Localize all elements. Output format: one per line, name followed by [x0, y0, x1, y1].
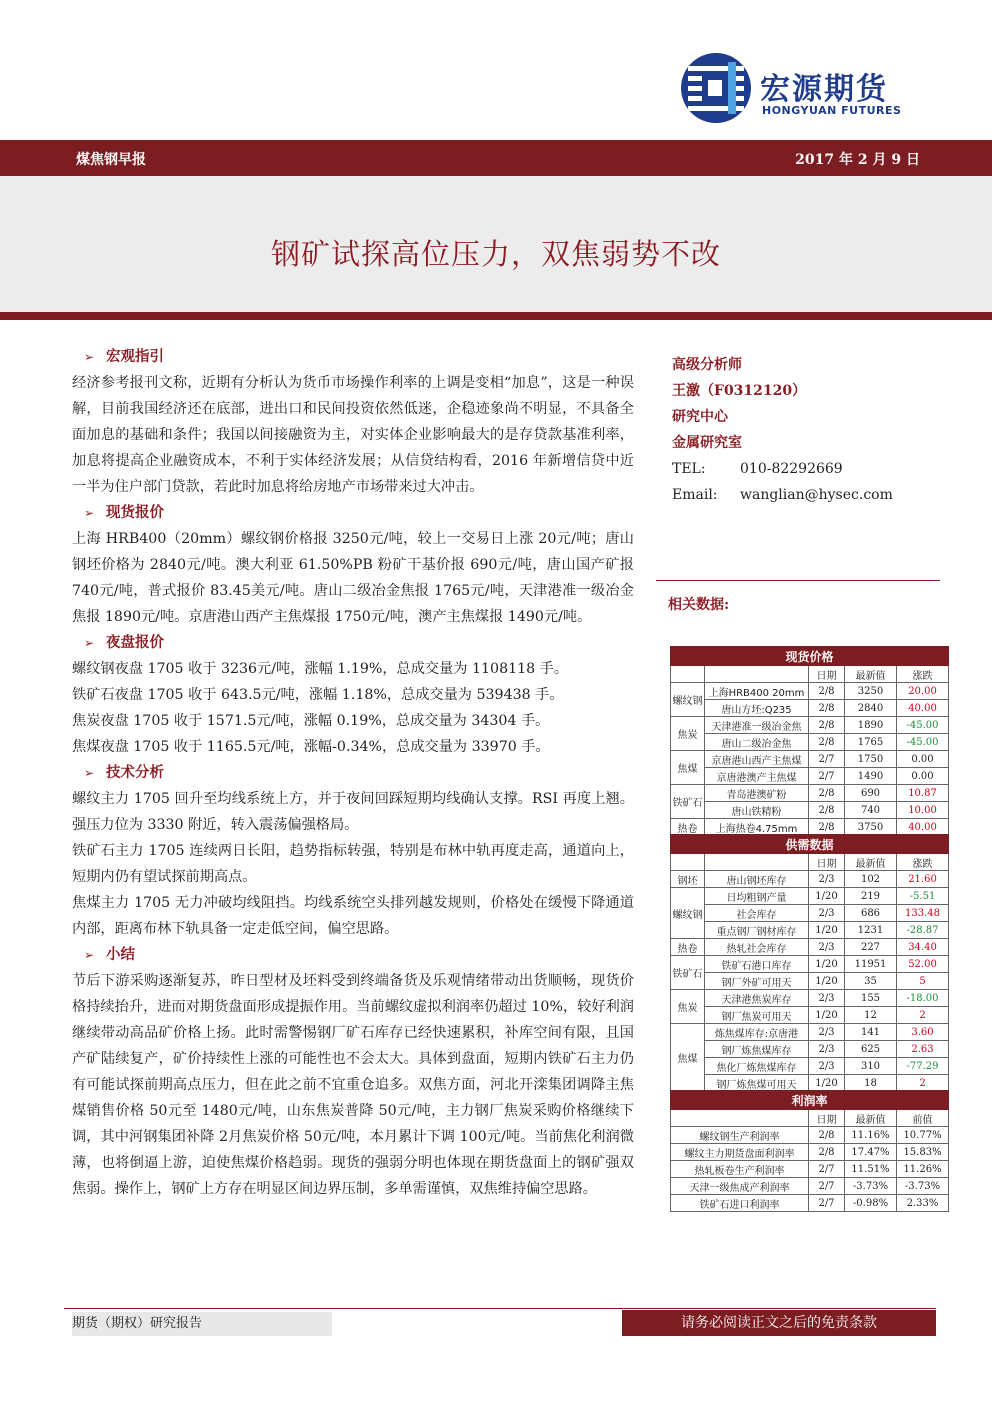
category-cell: 铁矿石	[671, 956, 705, 990]
header-cell: 最新值	[845, 666, 897, 683]
arrow-icon: ➢	[83, 948, 95, 962]
date-cell: 1/20	[809, 888, 845, 905]
header-cell: 日期	[809, 666, 845, 683]
change-cell: 5	[897, 973, 949, 990]
change-cell: 0.00	[897, 768, 949, 785]
date-cell: 2/3	[809, 1041, 845, 1058]
date-cell: 2/8	[809, 1144, 845, 1161]
arrow-icon: ➢	[83, 350, 95, 364]
spot-price-table	[670, 646, 949, 836]
arrow-icon: ➢	[83, 766, 95, 780]
date-cell: 2/7	[809, 768, 845, 785]
table-row	[671, 819, 949, 836]
change-cell: 40.00	[897, 819, 949, 836]
change-cell: -77.29	[897, 1058, 949, 1075]
header-cell: 最新值	[845, 854, 897, 871]
table-row	[671, 871, 949, 888]
item-cell: 上海HRB400 20mm	[705, 683, 809, 700]
brand-name-cn: 宏源期货	[760, 72, 888, 107]
value-cell: 1750	[845, 751, 897, 768]
related-data-label: 相关数据:	[668, 597, 730, 613]
analyst-team: 金属研究室	[672, 435, 742, 451]
table-row	[671, 888, 949, 905]
change-cell: 40.00	[897, 700, 949, 717]
table-title-row	[671, 647, 949, 666]
change-cell: -45.00	[897, 717, 949, 734]
date-cell: 2/7	[809, 1161, 845, 1178]
category-cell: 铁矿石	[671, 785, 705, 819]
analyst-dept: 研究中心	[672, 409, 728, 425]
category-cell: 焦炭	[671, 717, 705, 751]
date-cell: 2/7	[809, 1195, 845, 1212]
item-cell: 钢厂炼焦煤可用天	[705, 1075, 809, 1092]
previous-cell: 2.33%	[897, 1195, 949, 1212]
table-title: 供需数据	[671, 835, 949, 854]
section-body-spot: 上海 HRB400（20mm）螺纹钢价格报 3250元/吨，较上一交易日上涨 20元/吨；唐山钢坯价格为 2840元/吨。澳大利亚 61.50%PB 粉矿干基价报 690元/吨，唐山国产矿报 740元/吨，普式报价 83.45美元/吨。唐山二级冶金焦报 1765元/吨，天津港准一级冶金焦报 1890元/吨。京唐港山西产主焦煤报 1750元/吨，澳产主焦煤报 1490元/吨。	[72, 531, 639, 625]
table-row	[671, 990, 949, 1007]
change-cell: 2	[897, 1075, 949, 1092]
analyst-tel: TEL: 010-82292669	[672, 461, 843, 477]
table-row	[671, 768, 949, 785]
analyst-role: 高级分析师	[672, 357, 742, 373]
change-cell: 2.63	[897, 1041, 949, 1058]
item-cell: 铁矿石进口利润率	[671, 1195, 809, 1212]
item-cell: 上海热卷4.75mm	[705, 819, 809, 836]
table-title: 现货价格	[671, 647, 949, 666]
previous-cell: -3.73%	[897, 1178, 949, 1195]
date-cell: 2/3	[809, 1058, 845, 1075]
date-cell: 1/20	[809, 973, 845, 990]
value-cell: 11.16%	[845, 1127, 897, 1144]
item-cell: 钢厂炼焦煤库存	[705, 1041, 809, 1058]
header-cell: 最新值	[845, 1110, 897, 1127]
hongyuan-logo-icon	[680, 52, 752, 124]
item-cell: 唐山方坯:Q235	[705, 700, 809, 717]
category-cell: 热卷	[671, 939, 705, 956]
brand-name-en: HONGYUAN FUTURES	[762, 104, 902, 117]
change-cell: -5.51	[897, 888, 949, 905]
date-cell: 2/8	[809, 717, 845, 734]
table-row	[671, 700, 949, 717]
item-cell: 热轧社会库存	[705, 939, 809, 956]
table-row	[671, 905, 949, 922]
section-body-technical: 螺纹主力 1705 回升至均线系统上方，并于夜间回踩短期均线确认支撑。RSI 再度上翘。强压力位为 3330 附近，转入震荡偏强格局。 铁矿石主力 1705 连续两日长阳，趋势指标转强，特别是布林中轨再度走高，通道向上，短期内仍有望试探前期高点。 焦煤主力 1705 无力冲破均线阻挡。均线系统空头排列越发规则，价格处在缓慢下降通道内部，距离布林下轨具备一定走低空间，偏空思路。	[72, 791, 634, 937]
previous-cell: 10.77%	[897, 1127, 949, 1144]
change-cell: -45.00	[897, 734, 949, 751]
category-cell: 焦煤	[671, 751, 705, 785]
table-row	[671, 1195, 949, 1212]
section-heading-technical: ➢ 技术分析	[72, 760, 634, 786]
value-cell: -0.98%	[845, 1195, 897, 1212]
value-cell: 17.47%	[845, 1144, 897, 1161]
header-cell: 涨跌	[897, 666, 949, 683]
table-row	[671, 922, 949, 939]
item-cell: 青岛港澳矿粉	[705, 785, 809, 802]
value-cell: 1890	[845, 717, 897, 734]
date-cell: 2/8	[809, 1127, 845, 1144]
table-row	[671, 734, 949, 751]
value-cell: 686	[845, 905, 897, 922]
previous-cell: 15.83%	[897, 1144, 949, 1161]
item-cell: 天津港准一级冶金焦	[705, 717, 809, 734]
date-cell: 1/20	[809, 1075, 845, 1092]
header-cell	[671, 1110, 809, 1127]
change-cell: 10.00	[897, 802, 949, 819]
item-cell: 螺纹主力期货盘面利润率	[671, 1144, 809, 1161]
value-cell: 3250	[845, 683, 897, 700]
table-row	[671, 939, 949, 956]
value-cell: 11.51%	[845, 1161, 897, 1178]
footer-left: 期货（期权）研究报告	[72, 1312, 332, 1336]
header-cell: 日期	[809, 854, 845, 871]
table-row	[671, 1144, 949, 1161]
header-cell: 涨跌	[897, 854, 949, 871]
table-row	[671, 802, 949, 819]
profit-margin-table	[670, 1090, 949, 1212]
section-body-macro: 经济参考报刊文称，近期有分析认为货币市场操作利率的上调是变相“加息”，这是一种误解，目前我国经济还在底部，进出口和民间投资依然低迷，企稳迹象尚不明显，不具备全面加息的基础和条件；我国以间接融资为主，对实体企业影响最大的是存贷款基准利率，加息将提高企业融资成本，不利于实体经济发展；从信贷结构看，2016 年新增信贷中近一半为住户部门贷款，若此时加息将给房地产市场带来过大冲击。	[72, 375, 634, 495]
table-row	[671, 1161, 949, 1178]
header-cell	[671, 666, 705, 683]
section-heading-macro: ➢ 宏观指引	[72, 344, 634, 370]
item-cell: 天津港焦炭库存	[705, 990, 809, 1007]
table-row	[671, 956, 949, 973]
change-cell: 34.40	[897, 939, 949, 956]
table-title-row	[671, 1091, 949, 1110]
date-cell: 2/8	[809, 785, 845, 802]
table-title: 利润率	[671, 1091, 949, 1110]
date-cell: 1/20	[809, 956, 845, 973]
report-type: 煤焦钢早报	[76, 152, 146, 168]
title-rule	[0, 312, 992, 320]
date-cell: 2/7	[809, 1178, 845, 1195]
item-cell: 京唐港澳产主焦煤	[705, 768, 809, 785]
value-cell: 3750	[845, 819, 897, 836]
table-header-row	[671, 854, 949, 871]
analyst-info	[672, 352, 893, 508]
header-cell: 日期	[809, 1110, 845, 1127]
date-cell: 2/8	[809, 819, 845, 836]
value-cell: 18	[845, 1075, 897, 1092]
value-cell: 2840	[845, 700, 897, 717]
date-cell: 2/3	[809, 905, 845, 922]
change-cell: 0.00	[897, 751, 949, 768]
change-cell: 3.60	[897, 1024, 949, 1041]
section-body-night: 螺纹钢夜盘 1705 收于 3236元/吨，涨幅 1.19%，总成交量为 1108118 手。 铁矿石夜盘 1705 收于 643.5元/吨，涨幅 1.18%，总成交量为 539438 手。 焦炭夜盘 1705 收于 1571.5元/吨，涨幅 0.19%，总成交量为 34304 手。 焦煤夜盘 1705 收于 1165.5元/吨，涨幅-0.34%，总成交量为 33970 手。	[72, 661, 569, 755]
header-cell: 前值	[897, 1110, 949, 1127]
change-cell: 20.00	[897, 683, 949, 700]
item-cell: 钢厂外矿可用天	[705, 973, 809, 990]
table-row	[671, 683, 949, 700]
date-cell: 1/20	[809, 1007, 845, 1024]
section-heading-night: ➢ 夜盘报价	[72, 630, 634, 656]
table-row	[671, 1127, 949, 1144]
item-cell: 炼焦煤库存:京唐港	[705, 1024, 809, 1041]
table-row	[671, 751, 949, 768]
item-cell: 唐山钢坯库存	[705, 871, 809, 888]
date-cell: 2/8	[809, 683, 845, 700]
item-cell: 螺纹钢生产利润率	[671, 1127, 809, 1144]
value-cell: 12	[845, 1007, 897, 1024]
date-cell: 2/3	[809, 1024, 845, 1041]
value-cell: 11951	[845, 956, 897, 973]
header-cell	[705, 666, 809, 683]
report-header-bar	[0, 140, 992, 176]
report-title: 钢矿试探高位压力，双焦弱势不改	[270, 237, 721, 271]
value-cell: 690	[845, 785, 897, 802]
table-header-row	[671, 666, 949, 683]
item-cell: 社会库存	[705, 905, 809, 922]
header-cell	[671, 854, 705, 871]
table-row	[671, 717, 949, 734]
item-cell: 重点钢厂钢材库存	[705, 922, 809, 939]
change-cell: -28.87	[897, 922, 949, 939]
change-cell: -18.00	[897, 990, 949, 1007]
date-cell: 1/20	[809, 922, 845, 939]
date-cell: 2/8	[809, 802, 845, 819]
date-cell: 2/8	[809, 700, 845, 717]
table-row	[671, 1024, 949, 1041]
value-cell: 310	[845, 1058, 897, 1075]
item-cell: 日均粗钢产量	[705, 888, 809, 905]
value-cell: 227	[845, 939, 897, 956]
item-cell: 天津一级焦成产利润率	[671, 1178, 809, 1195]
category-cell: 焦炭	[671, 990, 705, 1024]
date-cell: 2/7	[809, 751, 845, 768]
value-cell: -3.73%	[845, 1178, 897, 1195]
date-cell: 2/3	[809, 939, 845, 956]
table-row	[671, 1075, 949, 1092]
previous-cell: 11.26%	[897, 1161, 949, 1178]
value-cell: 219	[845, 888, 897, 905]
change-cell: 52.00	[897, 956, 949, 973]
item-cell: 唐山铁精粉	[705, 802, 809, 819]
category-cell: 螺纹钢	[671, 888, 705, 939]
footer-disclaimer[interactable]: 请务必阅读正文之后的免责条款	[622, 1310, 936, 1336]
value-cell: 1490	[845, 768, 897, 785]
change-cell: 21.60	[897, 871, 949, 888]
table-row	[671, 785, 949, 802]
table-row	[671, 1007, 949, 1024]
value-cell: 1231	[845, 922, 897, 939]
section-heading-summary: ➢ 小结	[72, 942, 634, 968]
value-cell: 102	[845, 871, 897, 888]
analyst-email[interactable]: Email: wanglian@hysec.com	[672, 487, 893, 503]
item-cell: 钢厂焦炭可用天	[705, 1007, 809, 1024]
value-cell: 740	[845, 802, 897, 819]
change-cell: 10.87	[897, 785, 949, 802]
arrow-icon: ➢	[83, 506, 95, 520]
date-cell: 2/3	[809, 990, 845, 1007]
arrow-icon: ➢	[83, 636, 95, 650]
table-row	[671, 1178, 949, 1195]
item-cell: 京唐港山西产主焦煤	[705, 751, 809, 768]
value-cell: 155	[845, 990, 897, 1007]
category-cell: 螺纹钢	[671, 683, 705, 717]
category-cell: 热卷	[671, 819, 705, 836]
report-body	[72, 344, 639, 1202]
date-cell: 2/3	[809, 871, 845, 888]
table-title-row	[671, 835, 949, 854]
date-cell: 2/8	[809, 734, 845, 751]
table-row	[671, 1041, 949, 1058]
value-cell: 625	[845, 1041, 897, 1058]
report-date: 2017 年 2 月 9 日	[795, 152, 920, 168]
item-cell: 铁矿石港口库存	[705, 956, 809, 973]
change-cell: 133.48	[897, 905, 949, 922]
item-cell: 热轧板卷生产利润率	[671, 1161, 809, 1178]
value-cell: 35	[845, 973, 897, 990]
analyst-name: 王激（F0312120）	[672, 383, 807, 399]
value-cell: 141	[845, 1024, 897, 1041]
section-body-summary: 节后下游采购逐渐复苏，昨日型材及坯料受到终端备货及乐观情绪带动出货顺畅，现货价格持续抬升，进而对期货盘面形成提振作用。当前螺纹虚拟利润率仍超过 10%，较好利润继续带动高品矿价格上扬。此时需警惕钢厂矿石库存已经快速累积，补库空间有限，且国产矿陆续复产，矿价持续性上涨的可能性也不会太大。具体到盘面，短期内铁矿石主力仍有可能试探前期高点压力，但在此之前不宜重仓追多。双焦方面，河北开滦集团调降主焦煤销售价格 50元至 1480元/吨，山东焦炭普降 50元/吨，主力钢厂焦炭采购价格继续下调，其中河钢集团补降 2月焦炭价格 50元/吨，本月累计下调 100元/吨。当前焦化利润微薄，也将倒逼上游，迫使焦煤价格趋弱。现货的强弱分明也体现在期货盘面上的钢矿强双焦弱。操作上，钢矿上方存在明显区间边界压制，多单需谨慎，双焦维持偏空思路。	[72, 973, 634, 1197]
table-row	[671, 973, 949, 990]
item-cell: 焦化厂炼焦煤库存	[705, 1058, 809, 1075]
sidebar-rule	[656, 580, 940, 581]
value-cell: 1765	[845, 734, 897, 751]
item-cell: 唐山二级冶金焦	[705, 734, 809, 751]
supply-demand-table	[670, 834, 949, 1092]
footer-rule	[64, 1308, 936, 1309]
table-row	[671, 1058, 949, 1075]
change-cell: 2	[897, 1007, 949, 1024]
section-heading-spot: ➢ 现货报价	[72, 500, 634, 526]
header-cell	[705, 854, 809, 871]
table-header-row	[671, 1110, 949, 1127]
category-cell: 焦煤	[671, 1024, 705, 1092]
category-cell: 钢坯	[671, 871, 705, 888]
